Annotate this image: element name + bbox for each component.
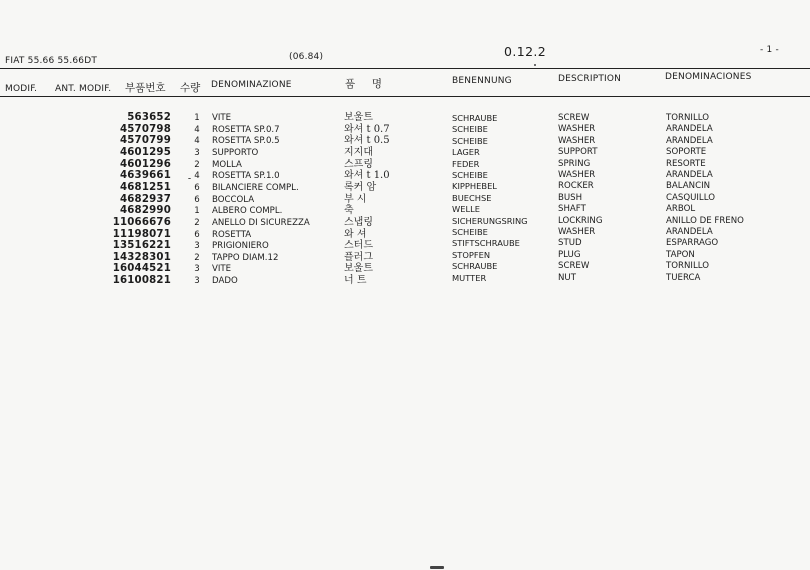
part-number: 563652 [127, 112, 171, 123]
denominacion: TAPON [666, 249, 695, 260]
denominazione: MOLLA [212, 159, 242, 170]
description: WASHER [558, 124, 596, 135]
part-number: 4681251 [119, 181, 171, 193]
benennung: SICHERUNGSRING [452, 215, 528, 226]
description: SUPPORT [558, 147, 598, 158]
denominazione: SUPPORTO [212, 147, 259, 158]
denominacion: TORNILLO [666, 261, 709, 272]
denominazione: ROSETTA SP.0.7 [212, 124, 280, 135]
denominacion: ARBOL [666, 204, 696, 215]
korean-name: 너 트 [344, 275, 367, 287]
benennung: STIFTSCHRAUBE [452, 238, 520, 249]
korean-name: 와 셔 [344, 228, 367, 240]
denominazione: BILANCIERE COMPL. [212, 182, 299, 193]
korean-name: 와셔 t 0.5 [344, 135, 390, 147]
quantity: 6 [194, 194, 200, 205]
denominazione: ANELLO DI SICUREZZA [212, 217, 310, 228]
korean-name: 축 [344, 205, 354, 217]
col-modif: MODIF. [5, 84, 38, 94]
benennung: SCHRAUBE [452, 261, 498, 272]
korean-name: 스냅링 [344, 216, 373, 228]
description: SPRING [558, 158, 591, 169]
part-number: 4682937 [119, 193, 171, 205]
quantity: 6 [194, 229, 200, 240]
quantity: 4 [194, 171, 200, 182]
quantity: 4 [194, 136, 200, 147]
part-number: 11066676 [112, 216, 171, 228]
benennung: LAGER [452, 147, 480, 158]
scan-speck [534, 64, 536, 66]
page-number: - 1 - [760, 45, 779, 55]
description: BUSH [558, 192, 583, 203]
quantity: 3 [194, 147, 200, 158]
part-number: 14328301 [112, 251, 171, 263]
part-number: 4570799 [119, 135, 171, 147]
benennung: WELLE [452, 204, 480, 215]
benennung: FEDER [452, 158, 480, 169]
description: ROCKER [558, 181, 594, 192]
benennung: SCHEIBE [452, 135, 488, 146]
denominazione: VITE [212, 113, 232, 123]
col-part-number-ko: 부품번호 [125, 82, 166, 94]
korean-name: 와셔 t 1.0 [344, 170, 390, 182]
benennung: SCHEIBE [452, 170, 488, 180]
part-number: 4601295 [119, 146, 171, 158]
benennung: SCHEIBE [452, 227, 488, 237]
description: WASHER [558, 170, 596, 180]
korean-name: 보울트 [344, 263, 373, 275]
quantity: 4 [194, 124, 200, 135]
denominacion: ESPARRAGO [666, 238, 719, 249]
denominazione: ALBERO COMPL. [212, 206, 283, 217]
benennung: SCHRAUBE [452, 113, 498, 123]
denominacion: ARANDELA [666, 170, 713, 180]
korean-name: 지지대 [344, 146, 373, 158]
denominazione: ROSETTA SP.0.5 [212, 136, 280, 147]
part-number: 4682990 [119, 205, 171, 217]
description: SHAFT [558, 204, 586, 215]
benennung: BUECHSE [452, 192, 492, 203]
quantity: 3 [194, 276, 200, 287]
col-description: DESCRIPTION [558, 74, 622, 84]
korean-name: 스프링 [344, 158, 373, 170]
denominacion: SOPORTE [666, 147, 707, 158]
benennung: SCHEIBE [452, 124, 488, 135]
quantity: 2 [194, 252, 200, 263]
part-number: 11198071 [112, 228, 171, 240]
denominazione: PRIGIONIERO [212, 241, 269, 252]
quantity: 3 [194, 241, 200, 252]
benennung: MUTTER [452, 272, 487, 283]
denominazione: TAPPO DIAM.12 [212, 252, 279, 263]
description: SCREW [558, 113, 590, 123]
denominazione: ROSETTA SP.1.0 [212, 171, 280, 182]
denominazione: BOCCOLA [212, 194, 255, 205]
korean-name: 스터드 [344, 240, 373, 252]
part-number: 4639661 [119, 170, 171, 182]
model-title: FIAT 55.66 55.66DT [5, 56, 98, 66]
part-number: 16044521 [112, 263, 171, 275]
korean-name: 와셔 t 0.7 [344, 123, 390, 135]
description: WASHER [558, 227, 596, 237]
quantity: 1 [194, 113, 200, 123]
part-row [0, 112, 810, 124]
denominacion: ARANDELA [666, 124, 713, 135]
col-quantity-ko: 수량 [180, 82, 201, 94]
description: WASHER [558, 135, 596, 146]
scan-speck [430, 566, 444, 569]
denominacion: ANILLO DE FRENO [666, 215, 744, 226]
header-rule-top [0, 68, 810, 69]
denominacion: RESORTE [666, 158, 706, 169]
part-row [0, 272, 810, 287]
part-number: 13516221 [112, 240, 171, 252]
korean-name: 부 시 [344, 193, 367, 205]
description: SCREW [558, 261, 590, 272]
part-number: 16100821 [112, 275, 171, 287]
quantity: 1 [194, 206, 200, 217]
denominacion: ARANDELA [666, 135, 713, 146]
denominazione: VITE [212, 264, 232, 275]
col-benennung: BENENNUNG [452, 76, 512, 86]
korean-name: 보울트 [344, 112, 373, 123]
scan-speck [188, 178, 191, 179]
col-denominazione: DENOMINAZIONE [211, 80, 292, 90]
quantity: 3 [194, 264, 200, 275]
header-rule-bottom [0, 96, 810, 97]
col-denominaciones: DENOMINACIONES [665, 72, 752, 82]
col-ant-modif: ANT. MODIF. [55, 84, 112, 94]
benennung: KIPPHEBEL [452, 181, 497, 192]
korean-name: 플러그 [344, 251, 373, 263]
part-number: 4570798 [119, 123, 171, 135]
description: PLUG [558, 249, 581, 260]
denominacion: TORNILLO [666, 113, 709, 123]
denominazione: ROSETTA [212, 229, 252, 240]
description: LOCKRING [558, 215, 603, 226]
quantity: 2 [194, 217, 200, 228]
benennung: STOPFEN [452, 249, 491, 260]
denominacion: ARANDELA [666, 227, 713, 237]
quantity: 2 [194, 159, 200, 170]
part-number: 4601296 [119, 158, 171, 170]
description: NUT [558, 272, 576, 283]
catalog-date: (06.84) [289, 52, 324, 62]
denominazione: DADO [212, 276, 238, 287]
denominacion: TUERCA [666, 272, 701, 283]
denominacion: BALANCIN [666, 181, 711, 192]
col-pumyeong: 품 명 [345, 78, 382, 90]
denominacion: CASQUILLO [666, 192, 715, 203]
description: STUD [558, 238, 582, 249]
quantity: 6 [194, 182, 200, 193]
group-number: 0.12.2 [504, 44, 547, 59]
korean-name: 록커 암 [344, 181, 377, 193]
